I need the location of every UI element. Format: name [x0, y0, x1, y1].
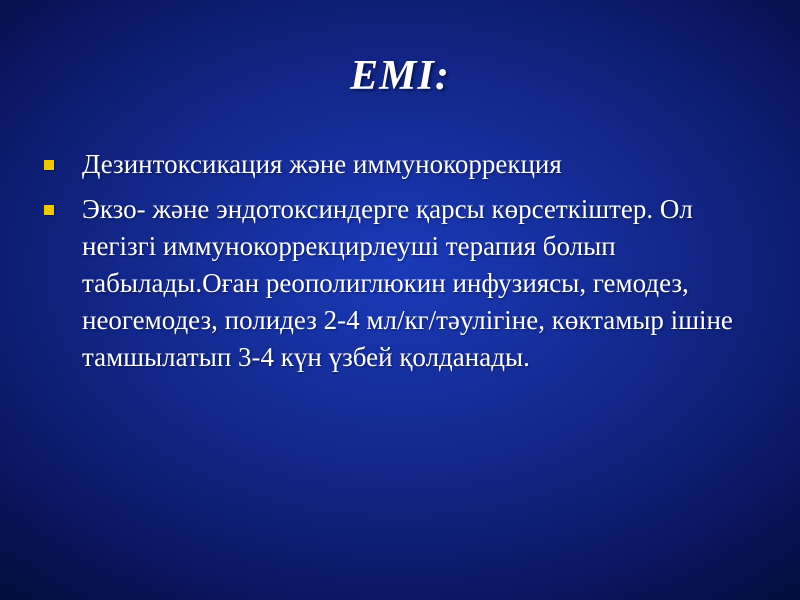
bullet-item-2 [0, 191, 800, 376]
square-bullet-icon [44, 160, 54, 170]
bullet-item-1 [0, 146, 800, 183]
square-bullet-icon [44, 205, 54, 215]
slide-title: ЕМІ: [350, 53, 450, 99]
bullet-text-2: Экзо- және эндотоксиндерге қарсы көрсеткіштер. Ол негізгі иммунокоррекцирлеуші терапия болып табылады.Оған реополиглюкин инфузиясы, гемодез, неогемодез, полидез 2-4 мл/кг/тәулігіне, көктамыр ішіне тамшылатып 3-4 күн үзбей қолданады. [82, 194, 733, 372]
bullet-text-1: Дезинтоксикация және иммунокоррекция [82, 149, 562, 179]
bullet-list [0, 146, 800, 384]
